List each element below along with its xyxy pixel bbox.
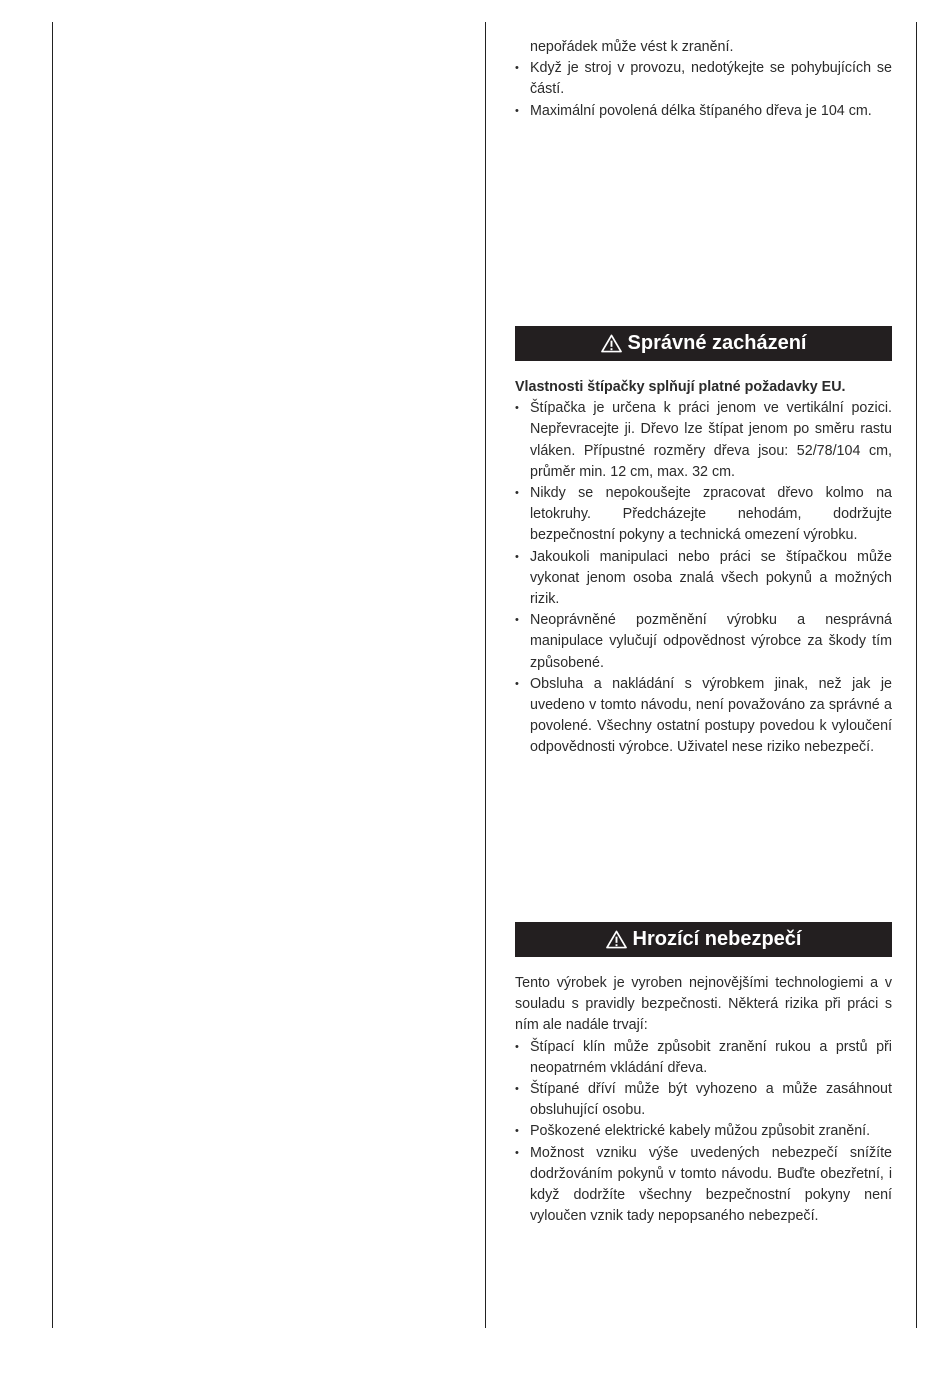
hazards-body	[515, 973, 892, 1227]
continued-text: nepořádek může vést k zranění.	[530, 39, 734, 55]
left-column-rule	[52, 22, 53, 1328]
bullet-item: • Když je stroj v provozu, nedotýkejte se pohybujících se částí.	[515, 58, 892, 100]
section-header-handling	[515, 326, 892, 361]
center-column-rule	[485, 22, 486, 1328]
bullet-item: • Nikdy se nepokoušejte zpracovat dřevo kolmo na letokruhy. Předcházejte nehodám, dodržujte bezpečnostní pokyny a technická omezení výrobku.	[515, 483, 892, 547]
bullet-item: • Jakoukoli manipulaci nebo práci se štípačkou může vykonat jenom osoba znalá všech pokynů a možných rizik.	[515, 547, 892, 611]
right-column-rule	[916, 22, 917, 1328]
top-continuation	[515, 37, 892, 122]
warning-triangle-icon	[606, 930, 627, 949]
bullet-item: • Obsluha a nakládání s výrobkem jinak, než jak je uvedeno v tomto návodu, není považováno za správné a povolené. Všechny ostatní postupy povedou k vyloučení odpovědnosti výrobce. Uživatel nese riziko nebezpečí.	[515, 674, 892, 759]
section-header-hazards	[515, 922, 892, 957]
section-title: Hrozící nebezpečí	[632, 928, 802, 950]
bullet-item: • Možnost vzniku výše uvedených nebezpečí snížíte dodržováním pokynů v tomto návodu. Buďte obezřetní, i když dodržíte všechny bezpečnostní pokyny není vyloučen vznik tady nepopsaného nebezpečí.	[515, 1143, 892, 1228]
bullet-item: • Poškozené elektrické kabely můžou způsobit zranění.	[515, 1121, 892, 1142]
top-bullet-list	[515, 58, 892, 122]
handling-lead: Vlastnosti štípačky splňují platné požadavky EU.	[515, 379, 846, 395]
bullet-item: • Štípané dříví může být vyhozeno a může zasáhnout obsluhující osobu.	[515, 1079, 892, 1121]
hazards-bullet-list	[515, 1037, 892, 1228]
bullet-item: • Štípačka je určena k práci jenom ve vertikální pozici. Nepřevracejte ji. Dřevo lze štípat jenom po směru rastu vláken. Přípustné rozměry dřeva jsou: 52/78/104 cm, průměr min. 12 cm, max. 32 cm.	[515, 398, 892, 483]
handling-bullet-list	[515, 398, 892, 758]
bullet-item: • Maximální povolená délka štípaného dřeva je 104 cm.	[515, 101, 892, 122]
bullet-item: • Neoprávněné pozměnění výrobku a nesprávná manipulace vylučují odpovědnost výrobce za škody tím způsobené.	[515, 610, 892, 674]
handling-body	[515, 377, 892, 759]
section-title: Správné zacházení	[627, 332, 807, 354]
warning-triangle-icon	[601, 334, 622, 353]
hazards-intro: Tento výrobek je vyroben nejnovějšími technologiemi a v souladu s pravidly bezpečnosti. Některá rizika při práci s ním ale nadále trvají:	[515, 975, 892, 1034]
bullet-item: • Štípací klín může způsobit zranění rukou a prstů při neopatrném vkládání dřeva.	[515, 1037, 892, 1079]
